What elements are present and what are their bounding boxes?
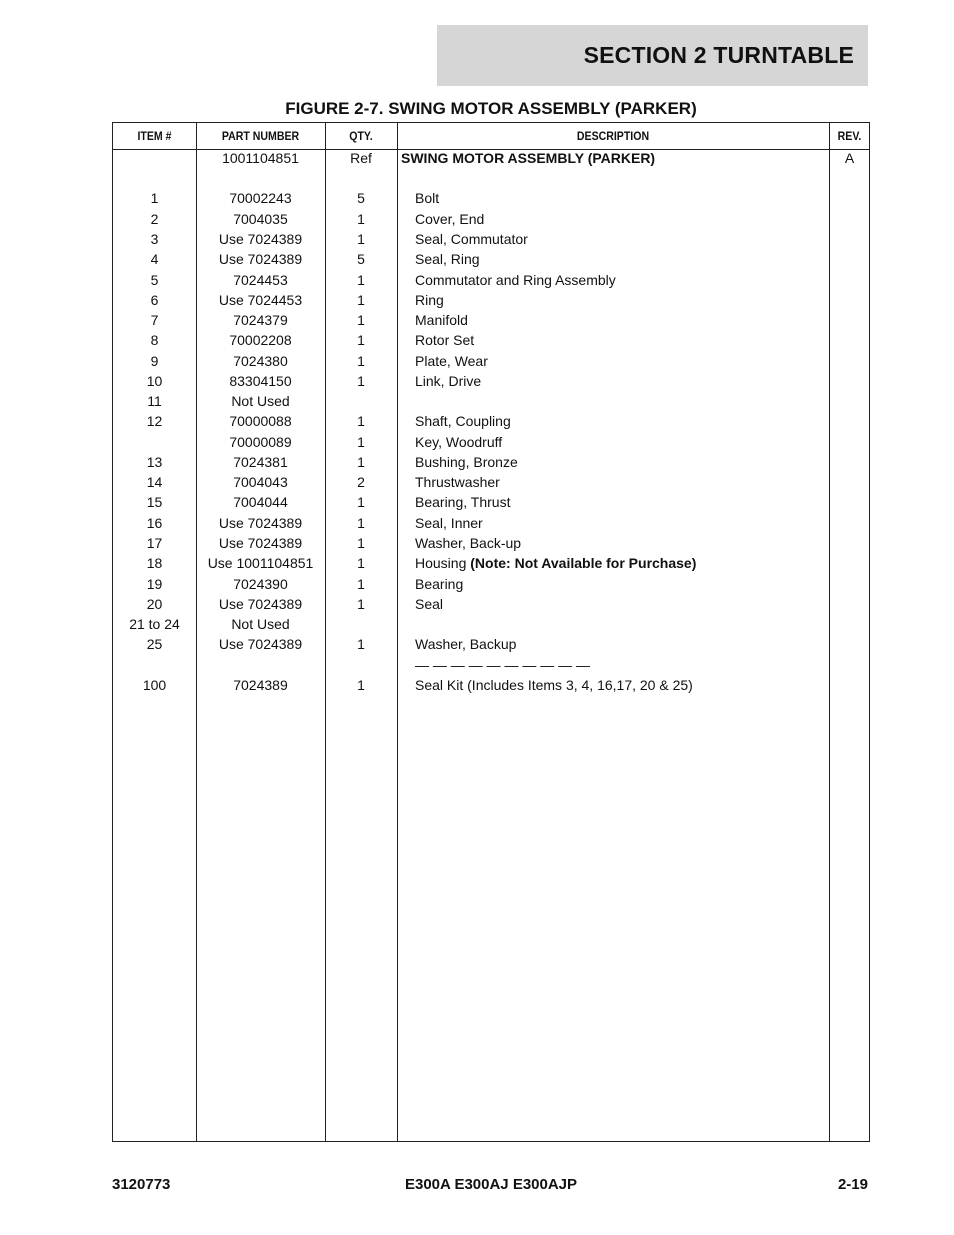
part-number-cell-text: 70000088 bbox=[229, 413, 292, 429]
quantity-cell bbox=[325, 553, 397, 573]
part-number-cell bbox=[196, 290, 325, 310]
doc-number: 3120773 bbox=[112, 1176, 171, 1193]
table-row bbox=[113, 148, 869, 168]
part-number-cell bbox=[196, 148, 325, 168]
item-number-cell-text: 7 bbox=[150, 312, 159, 328]
part-number-cell bbox=[196, 310, 325, 330]
part-number-cell-text: 7024380 bbox=[233, 353, 288, 369]
table-row bbox=[113, 270, 869, 290]
quantity-cell-text: 1 bbox=[357, 677, 365, 693]
quantity-cell bbox=[325, 574, 397, 594]
description-cell-text: Seal, Ring bbox=[415, 251, 480, 267]
quantity-cell-text: 1 bbox=[357, 353, 365, 369]
table-row bbox=[113, 614, 869, 634]
item-number-cell bbox=[113, 513, 196, 533]
quantity-cell-text: 1 bbox=[357, 596, 365, 612]
item-number-cell-text: 12 bbox=[146, 413, 163, 429]
description-cell-text: — — — — — — — — — — bbox=[415, 657, 591, 673]
quantity-cell-text: 1 bbox=[357, 454, 365, 470]
description-cell bbox=[401, 553, 843, 573]
quantity-cell-text: 1 bbox=[357, 576, 365, 592]
item-number-cell-text: 1 bbox=[150, 190, 159, 206]
part-number-cell-text: Not Used bbox=[231, 393, 290, 409]
model-list: E300A E300AJ E300AJP bbox=[404, 1176, 578, 1193]
description-cell bbox=[401, 432, 843, 452]
part-number-cell-text: 70002243 bbox=[229, 190, 292, 206]
table-row bbox=[113, 472, 869, 492]
description-cell-text: Bearing, Thrust bbox=[415, 494, 511, 510]
item-number-cell-text: 14 bbox=[146, 474, 163, 490]
item-number-cell bbox=[113, 270, 196, 290]
parts-table bbox=[112, 122, 870, 1142]
description-cell-text: Key, Woodruff bbox=[415, 434, 503, 450]
quantity-cell bbox=[325, 290, 397, 310]
part-number-cell-text: 7024453 bbox=[233, 272, 288, 288]
description-cell bbox=[401, 351, 843, 371]
part-number-cell bbox=[196, 553, 325, 573]
table-row bbox=[113, 492, 869, 512]
revision-cell-text: A bbox=[844, 150, 855, 166]
quantity-cell-text: 1 bbox=[357, 535, 365, 551]
description-cell bbox=[401, 472, 843, 492]
item-number-cell bbox=[113, 634, 196, 654]
item-number-cell-text: 20 bbox=[146, 596, 163, 612]
table-row bbox=[113, 188, 869, 208]
section-title: SECTION 2 TURNTABLE bbox=[583, 42, 854, 68]
item-number-cell-text: 8 bbox=[150, 332, 159, 348]
table-row bbox=[113, 513, 869, 533]
item-number-cell bbox=[113, 594, 196, 614]
item-number-cell bbox=[113, 391, 196, 411]
quantity-cell-text: 5 bbox=[357, 190, 365, 206]
quantity-cell-text: Ref bbox=[350, 150, 372, 166]
part-number-cell bbox=[196, 513, 325, 533]
column-header-part-number: PART NUMBER bbox=[221, 129, 300, 143]
table-row bbox=[113, 290, 869, 310]
part-number-cell-text: Use 7024389 bbox=[218, 636, 303, 652]
table-row bbox=[113, 655, 869, 675]
description-cell-text: Link, Drive bbox=[415, 373, 482, 389]
part-number-cell bbox=[196, 614, 325, 634]
table-row bbox=[113, 634, 869, 654]
quantity-cell-text: 1 bbox=[357, 555, 365, 571]
description-cell bbox=[401, 188, 843, 208]
quantity-cell-text: 1 bbox=[357, 413, 365, 429]
quantity-cell bbox=[325, 675, 397, 695]
description-cell-text: Bolt bbox=[415, 190, 440, 206]
table-row bbox=[113, 432, 869, 452]
column-header-description: DESCRIPTION bbox=[576, 129, 650, 143]
quantity-cell bbox=[325, 472, 397, 492]
item-number-cell bbox=[113, 553, 196, 573]
description-cell bbox=[401, 411, 843, 431]
item-number-cell-text: 4 bbox=[150, 251, 159, 267]
part-number-cell-text: Use 7024389 bbox=[218, 535, 303, 551]
description-cell-text: Seal, Commutator bbox=[415, 231, 528, 247]
quantity-cell-text: 5 bbox=[357, 251, 365, 267]
item-number-cell bbox=[113, 452, 196, 472]
part-number-cell bbox=[196, 209, 325, 229]
item-number-cell-text: 21 to 24 bbox=[129, 616, 180, 632]
quantity-cell bbox=[325, 533, 397, 553]
part-number-cell bbox=[196, 188, 325, 208]
description-cell bbox=[401, 310, 843, 330]
quantity-cell-text: 1 bbox=[357, 636, 365, 652]
part-number-cell bbox=[196, 229, 325, 249]
description-cell-text: Seal, Inner bbox=[415, 515, 483, 531]
part-number-cell-text: 83304150 bbox=[229, 373, 292, 389]
quantity-cell-text: 2 bbox=[357, 474, 365, 490]
item-number-cell bbox=[113, 533, 196, 553]
table-row bbox=[113, 351, 869, 371]
table-row bbox=[113, 452, 869, 472]
quantity-cell bbox=[325, 229, 397, 249]
quantity-cell bbox=[325, 634, 397, 654]
description-cell-text: Bushing, Bronze bbox=[415, 454, 518, 470]
part-number-cell bbox=[196, 472, 325, 492]
item-number-cell bbox=[113, 330, 196, 350]
item-number-cell-text: 15 bbox=[146, 494, 163, 510]
table-row bbox=[113, 574, 869, 594]
item-number-cell bbox=[113, 290, 196, 310]
item-number-cell bbox=[113, 351, 196, 371]
part-number-cell bbox=[196, 432, 325, 452]
description-cell-text: Plate, Wear bbox=[415, 353, 488, 369]
column-header-item: ITEM # bbox=[137, 129, 172, 143]
part-number-cell-text: 7024389 bbox=[233, 677, 288, 693]
description-cell-text: Commutator and Ring Assembly bbox=[415, 272, 616, 288]
quantity-cell bbox=[325, 432, 397, 452]
item-number-cell-text: 19 bbox=[146, 576, 163, 592]
description-cell bbox=[401, 513, 843, 533]
item-number-cell bbox=[113, 614, 196, 634]
part-number-cell bbox=[196, 330, 325, 350]
table-row bbox=[113, 371, 869, 391]
item-number-cell-text: 25 bbox=[146, 636, 163, 652]
item-number-cell-text: 5 bbox=[150, 272, 159, 288]
description-cell bbox=[401, 655, 843, 675]
part-number-cell bbox=[196, 594, 325, 614]
part-number-cell-text: 70000089 bbox=[229, 434, 292, 450]
item-number-cell bbox=[113, 371, 196, 391]
description-cell bbox=[401, 330, 843, 350]
part-number-cell bbox=[196, 634, 325, 654]
description-cell bbox=[401, 249, 843, 269]
item-number-cell-text: 16 bbox=[146, 515, 163, 531]
quantity-cell bbox=[325, 209, 397, 229]
part-number-cell bbox=[196, 351, 325, 371]
part-number-cell bbox=[196, 675, 325, 695]
quantity-cell-text: 1 bbox=[357, 373, 365, 389]
part-number-cell bbox=[196, 371, 325, 391]
table-row bbox=[113, 391, 869, 411]
part-number-cell-text: Use 7024389 bbox=[218, 596, 303, 612]
part-number-cell-text: 7024390 bbox=[233, 576, 288, 592]
item-number-cell-text: 6 bbox=[150, 292, 159, 308]
part-number-cell-text: 70002208 bbox=[229, 332, 292, 348]
item-number-cell-text: 2 bbox=[150, 211, 159, 227]
part-number-cell-text: Use 7024389 bbox=[218, 231, 303, 247]
quantity-cell-text: 1 bbox=[357, 312, 365, 328]
description-cell bbox=[401, 371, 843, 391]
quantity-cell bbox=[325, 188, 397, 208]
item-number-cell bbox=[113, 229, 196, 249]
part-number-cell-text: 7024381 bbox=[233, 454, 288, 470]
item-number-cell bbox=[113, 411, 196, 431]
part-number-cell bbox=[196, 574, 325, 594]
description-cell bbox=[401, 492, 843, 512]
description-cell-text: Thrustwasher bbox=[415, 474, 500, 490]
part-number-cell bbox=[196, 492, 325, 512]
part-number-cell-text: Use 7024389 bbox=[218, 251, 303, 267]
part-number-cell-text: 7004043 bbox=[233, 474, 288, 490]
table-row bbox=[113, 310, 869, 330]
quantity-cell bbox=[325, 270, 397, 290]
item-number-cell bbox=[113, 675, 196, 695]
revision-cell bbox=[829, 148, 870, 168]
description-cell-text: Washer, Back-up bbox=[415, 535, 522, 551]
table-row bbox=[113, 330, 869, 350]
description-cell bbox=[401, 452, 843, 472]
part-number-cell-text: 1001104851 bbox=[222, 150, 299, 166]
description-cell-text: SWING MOTOR ASSEMBLY (PARKER) bbox=[401, 150, 656, 166]
description-cell bbox=[401, 675, 843, 695]
quantity-cell-text: 1 bbox=[357, 211, 365, 227]
description-note: (Note: Not Available for Purchase) bbox=[470, 555, 697, 571]
part-number-cell-text: 7004044 bbox=[233, 494, 288, 510]
part-number-cell bbox=[196, 411, 325, 431]
description-cell-text: Shaft, Coupling bbox=[415, 413, 511, 429]
part-number-cell-text: 7004035 bbox=[233, 211, 288, 227]
quantity-cell bbox=[325, 594, 397, 614]
description-cell bbox=[401, 209, 843, 229]
quantity-cell bbox=[325, 513, 397, 533]
description-cell bbox=[401, 533, 843, 553]
description-cell-text: Housing bbox=[415, 555, 471, 571]
part-number-cell bbox=[196, 533, 325, 553]
quantity-cell-text: 1 bbox=[357, 292, 365, 308]
table-row bbox=[113, 553, 869, 573]
item-number-cell-text: 9 bbox=[150, 353, 159, 369]
quantity-cell-text: 1 bbox=[357, 494, 365, 510]
item-number-cell-text: 13 bbox=[146, 454, 163, 470]
part-number-cell-text: Use 1001104851 bbox=[207, 555, 314, 571]
description-cell-text: Manifold bbox=[415, 312, 468, 328]
quantity-cell-text: 1 bbox=[357, 231, 365, 247]
item-number-cell-text: 100 bbox=[142, 677, 167, 693]
description-cell-text: Seal bbox=[415, 596, 444, 612]
quantity-cell bbox=[325, 411, 397, 431]
table-row bbox=[113, 249, 869, 269]
description-cell-text: Rotor Set bbox=[415, 332, 475, 348]
item-number-cell-text: 17 bbox=[146, 535, 163, 551]
quantity-cell bbox=[325, 330, 397, 350]
quantity-cell bbox=[325, 492, 397, 512]
description-cell-text: Cover, End bbox=[415, 211, 485, 227]
figure-title: FIGURE 2-7. SWING MOTOR ASSEMBLY (PARKER) bbox=[285, 99, 697, 118]
section-banner bbox=[437, 25, 868, 86]
quantity-cell bbox=[325, 452, 397, 472]
item-number-cell-text: 3 bbox=[150, 231, 159, 247]
description-cell bbox=[401, 574, 843, 594]
description-cell-text: Bearing bbox=[415, 576, 464, 592]
item-number-cell bbox=[113, 472, 196, 492]
description-cell bbox=[401, 594, 843, 614]
quantity-cell-text: 1 bbox=[357, 272, 365, 288]
description-cell bbox=[401, 634, 843, 654]
part-number-cell-text: Use 7024453 bbox=[218, 292, 303, 308]
quantity-cell-text: 1 bbox=[357, 332, 365, 348]
description-cell-text: Washer, Backup bbox=[415, 636, 517, 652]
quantity-cell bbox=[325, 148, 397, 168]
page-number: 2-19 bbox=[837, 1176, 868, 1193]
description-cell bbox=[401, 229, 843, 249]
item-number-cell bbox=[113, 209, 196, 229]
table-row bbox=[113, 209, 869, 229]
quantity-cell bbox=[325, 249, 397, 269]
description-cell bbox=[401, 290, 843, 310]
item-number-cell-text: 18 bbox=[146, 555, 163, 571]
item-number-cell bbox=[113, 249, 196, 269]
quantity-cell-text: 1 bbox=[357, 515, 365, 531]
description-cell-text: Ring bbox=[415, 292, 444, 308]
quantity-cell-text: 1 bbox=[357, 434, 365, 450]
part-number-cell-text: Use 7024389 bbox=[218, 515, 303, 531]
table-row bbox=[113, 675, 869, 695]
description-cell bbox=[401, 270, 843, 290]
table-row bbox=[113, 594, 869, 614]
item-number-cell-text: 10 bbox=[146, 373, 163, 389]
description-cell-text: Seal Kit (Includes Items 3, 4, 16,17, 20 & 25) bbox=[415, 677, 693, 693]
part-number-cell bbox=[196, 270, 325, 290]
item-number-cell-text: 11 bbox=[147, 393, 162, 409]
quantity-cell bbox=[325, 351, 397, 371]
part-number-cell bbox=[196, 391, 325, 411]
part-number-cell-text: Not Used bbox=[231, 616, 290, 632]
column-header-rev: REV. bbox=[837, 129, 862, 143]
part-number-cell-text: 7024379 bbox=[233, 312, 288, 328]
table-row bbox=[113, 229, 869, 249]
column-header-qty: QTY. bbox=[349, 129, 373, 143]
part-number-cell bbox=[196, 452, 325, 472]
table-row bbox=[113, 533, 869, 553]
quantity-cell bbox=[325, 310, 397, 330]
description-cell bbox=[401, 148, 829, 168]
quantity-cell bbox=[325, 371, 397, 391]
item-number-cell bbox=[113, 310, 196, 330]
item-number-cell bbox=[113, 492, 196, 512]
item-number-cell bbox=[113, 188, 196, 208]
table-row bbox=[113, 411, 869, 431]
item-number-cell bbox=[113, 574, 196, 594]
part-number-cell bbox=[196, 249, 325, 269]
